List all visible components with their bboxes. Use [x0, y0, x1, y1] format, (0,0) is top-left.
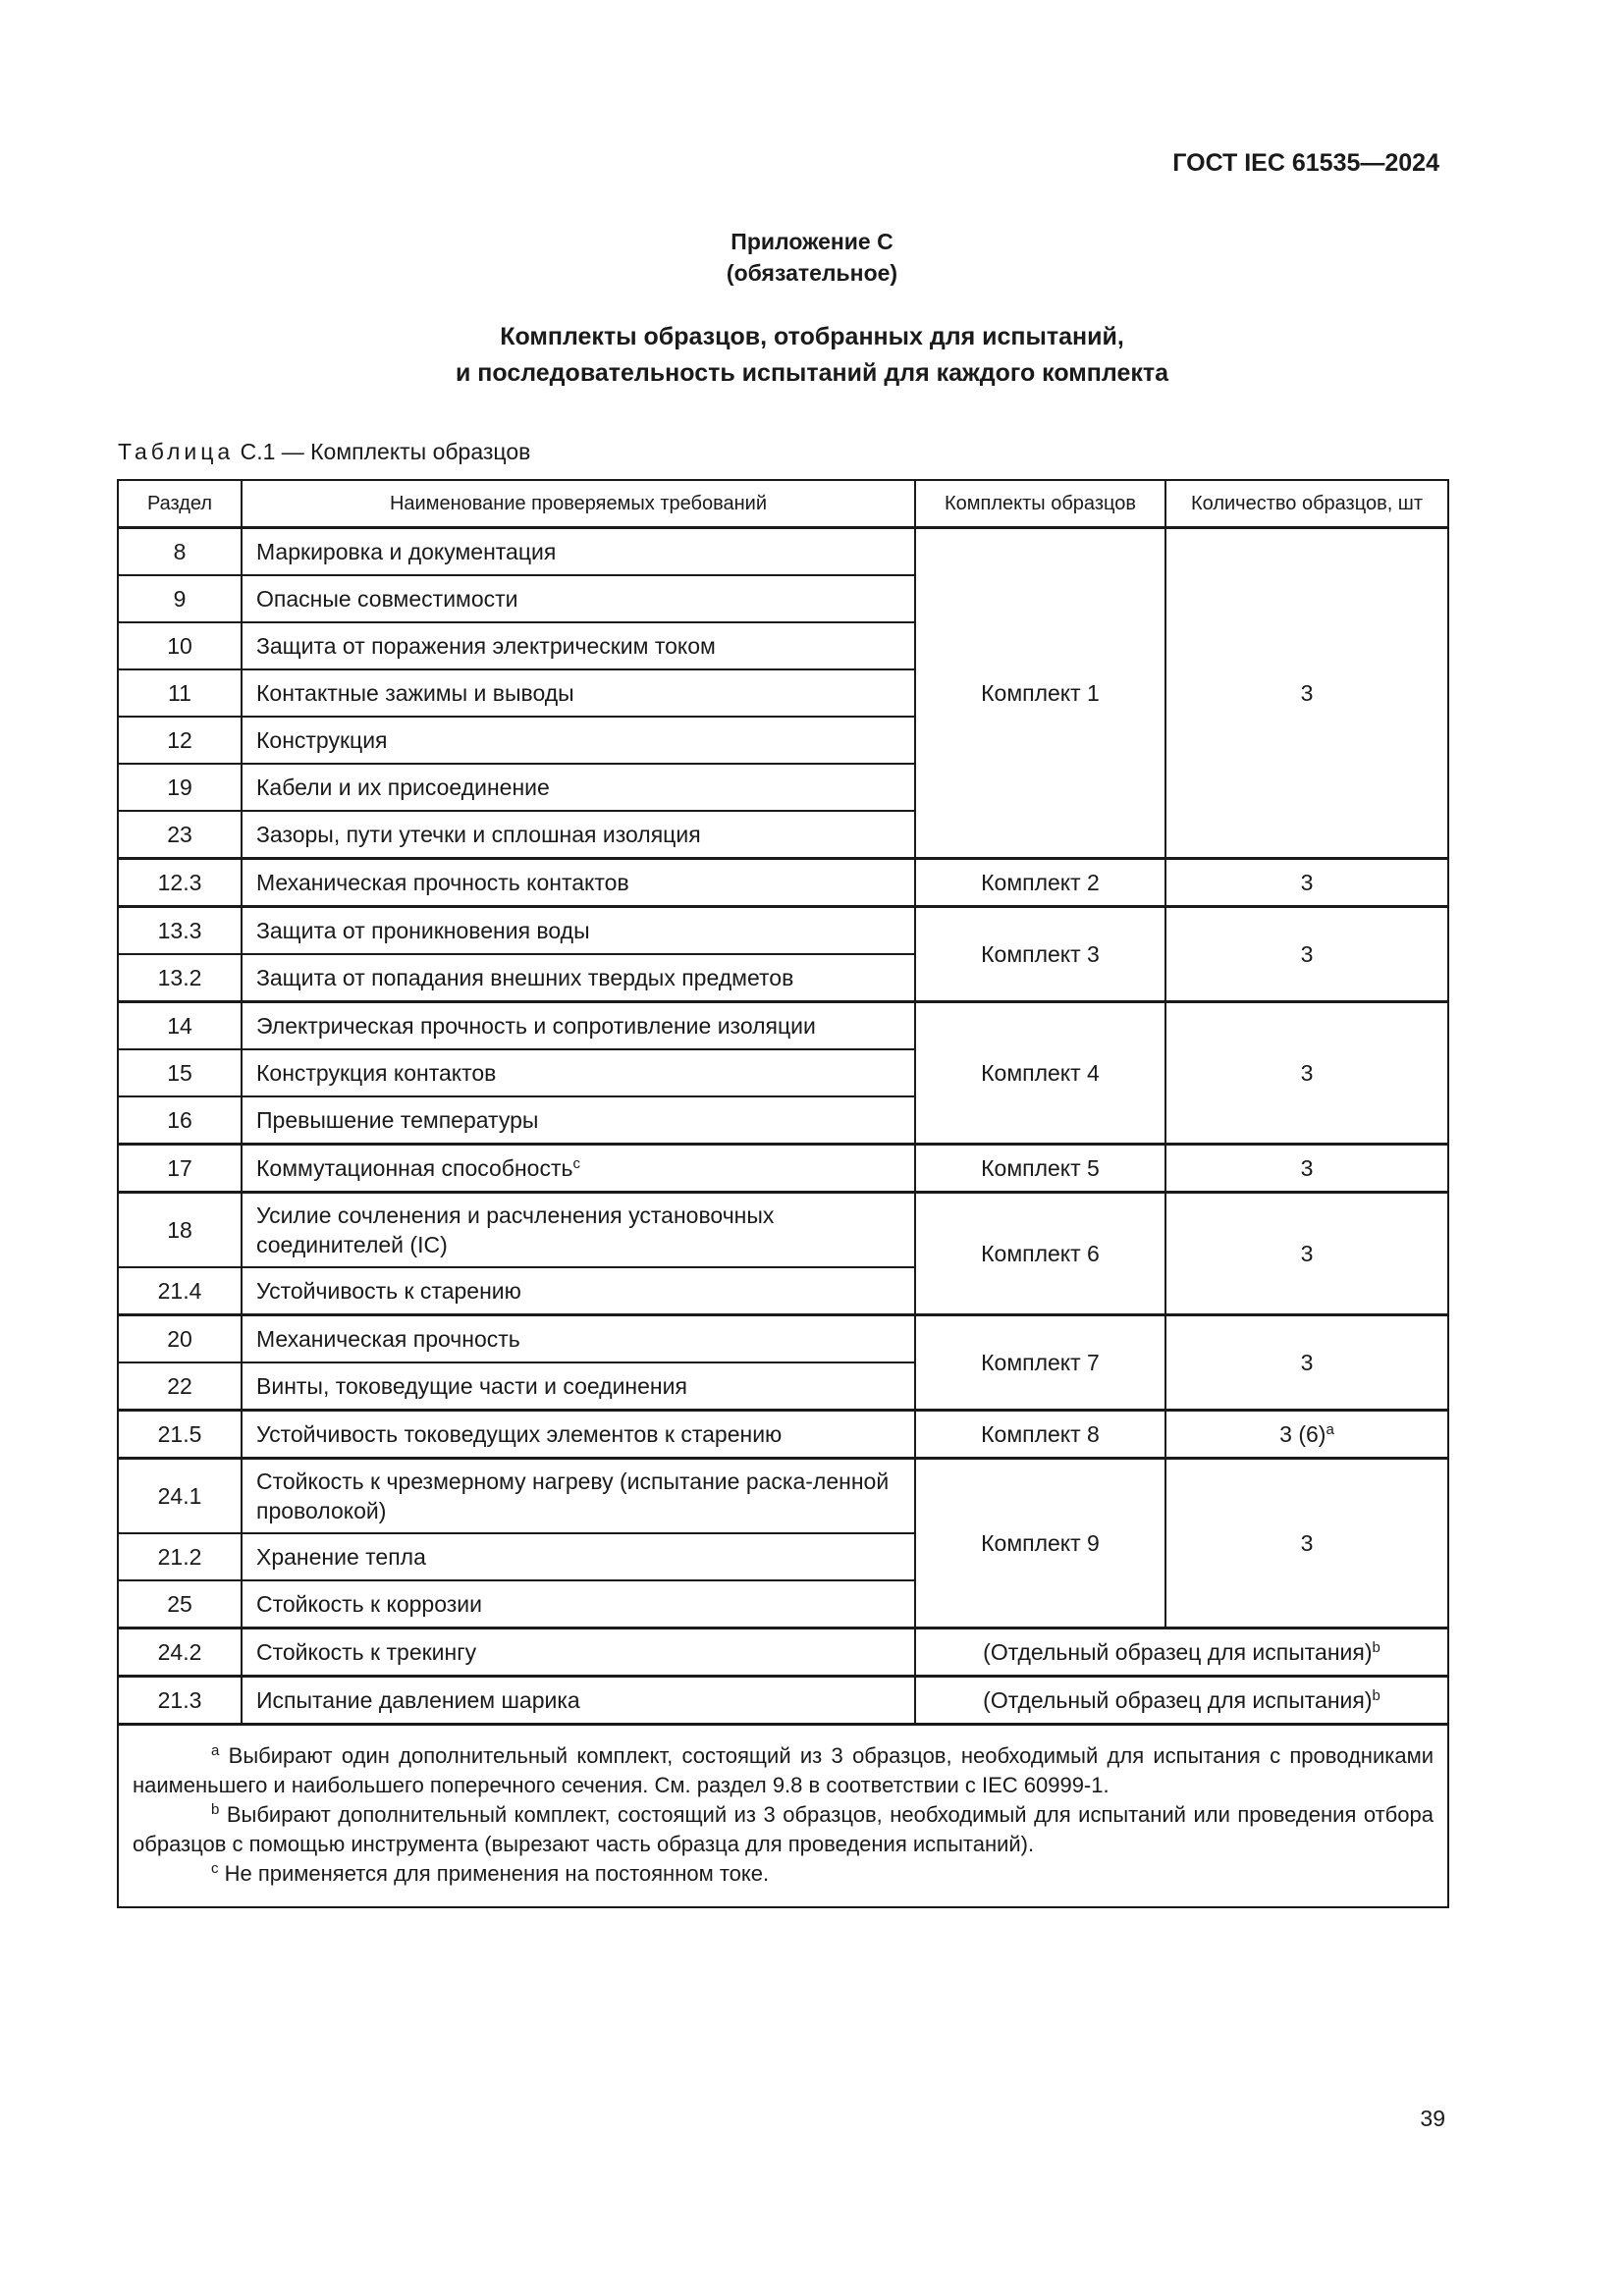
requirement-cell	[242, 1145, 915, 1193]
requirement-cell: Конструкция контактов	[242, 1049, 915, 1096]
requirement-cell: Опасные совместимости	[242, 575, 915, 622]
section-cell: 12	[118, 717, 242, 764]
requirement-cell: Хранение тепла	[242, 1533, 915, 1580]
footnote-mark: c	[211, 1860, 219, 1877]
requirement-cell: Усилие сочленения и расчленения установочных соединителей (IC)	[242, 1193, 915, 1268]
table-row	[118, 859, 1448, 907]
requirement-cell: Стойкость к чрезмерному нагреву (испытание раска-ленной проволокой)	[242, 1459, 915, 1534]
table-row	[118, 1677, 1448, 1725]
requirement-cell: Защита от проникновения воды	[242, 907, 915, 955]
page-number: 39	[1420, 2106, 1445, 2131]
requirement-cell: Устойчивость токоведущих элементов к старению	[242, 1411, 915, 1459]
section-cell: 24.2	[118, 1629, 242, 1677]
set-cell: Комплект 9	[915, 1459, 1165, 1629]
requirement-cell: Превышение температуры	[242, 1096, 915, 1145]
section-cell: 12.3	[118, 859, 242, 907]
footnote-text: Выбирают один дополнительный комплект, состоящий из 3 образцов, необходимый для испытания с проводниками наименьшего и наибольшего поперечного сечения. См. раздел 9.8 в соответствии с IEC 60999-1.	[133, 1743, 1434, 1797]
requirement-cell: Контактные зажимы и выводы	[242, 669, 915, 717]
annex-heading	[0, 226, 1624, 289]
footnote-ref: c	[572, 1154, 580, 1172]
header-section: Раздел	[118, 480, 242, 528]
section-cell: 18	[118, 1193, 242, 1268]
table-row	[118, 1315, 1448, 1363]
requirement-cell: Кабели и их присоединение	[242, 764, 915, 811]
annex-title	[0, 319, 1624, 392]
table-row	[118, 1193, 1448, 1268]
annex-name: Приложение С	[731, 229, 893, 254]
set-cell: Комплект 5	[915, 1145, 1165, 1193]
set-cell: Комплект 3	[915, 907, 1165, 1002]
table-row	[118, 1459, 1448, 1534]
requirement-cell: Механическая прочность контактов	[242, 859, 915, 907]
requirement-cell: Винты, токоведущие части и соединения	[242, 1362, 915, 1411]
qty-cell: 3	[1165, 1193, 1448, 1315]
requirement-cell: Механическая прочность	[242, 1315, 915, 1363]
requirement-text: Коммутационная способность	[256, 1154, 573, 1181]
qty-cell: 3	[1165, 1459, 1448, 1629]
section-cell: 16	[118, 1096, 242, 1145]
section-cell: 13.3	[118, 907, 242, 955]
section-cell: 11	[118, 669, 242, 717]
separate-sample-cell	[915, 1677, 1448, 1725]
section-cell: 9	[118, 575, 242, 622]
table-caption-text: С.1 — Комплекты образцов	[240, 439, 531, 464]
separate-sample-text: (Отдельный образец для испытания)	[983, 1686, 1373, 1713]
set-cell: Комплект 7	[915, 1315, 1165, 1411]
section-cell: 14	[118, 1002, 242, 1050]
qty-text: 3 (6)	[1279, 1420, 1326, 1447]
document-id: ГОСТ IEC 61535—2024	[1172, 149, 1439, 177]
header-name: Наименование проверяемых требований	[242, 480, 915, 528]
table-row	[118, 907, 1448, 955]
section-cell: 15	[118, 1049, 242, 1096]
footnote-text: Выбирают дополнительный комплект, состоящий из 3 образцов, необходимый для испытаний или проведения отбора образцов с помощью инструмента (вырезают часть образца для проведения испытаний).	[133, 1802, 1434, 1856]
requirement-cell: Конструкция	[242, 717, 915, 764]
section-cell: 22	[118, 1362, 242, 1411]
requirement-cell: Маркировка и документация	[242, 528, 915, 576]
section-cell: 21.2	[118, 1533, 242, 1580]
annex-status: (обязательное)	[726, 260, 898, 286]
requirement-cell: Стойкость к трекингу	[242, 1629, 915, 1677]
table-row	[118, 1002, 1448, 1050]
separate-sample-text: (Отдельный образец для испытания)	[983, 1638, 1373, 1665]
header-set: Комплекты образцов	[915, 480, 1165, 528]
header-qty: Количество образцов, шт	[1165, 480, 1448, 528]
title-line-2: и последовательность испытаний для каждого комплекта	[455, 359, 1169, 387]
table-row	[118, 1629, 1448, 1677]
qty-cell: 3	[1165, 859, 1448, 907]
requirement-cell: Защита от поражения электрическим током	[242, 622, 915, 669]
set-cell: Комплект 4	[915, 1002, 1165, 1145]
qty-cell	[1165, 1411, 1448, 1459]
table-footnotes	[118, 1725, 1448, 1908]
footnote-c	[133, 1859, 1434, 1889]
footnote-mark: b	[211, 1801, 220, 1818]
section-cell: 8	[118, 528, 242, 576]
qty-cell: 3	[1165, 907, 1448, 1002]
requirement-cell: Стойкость к коррозии	[242, 1580, 915, 1629]
requirement-cell: Защита от попадания внешних твердых предметов	[242, 954, 915, 1002]
set-cell: Комплект 8	[915, 1411, 1165, 1459]
table-footnotes-row	[118, 1725, 1448, 1908]
section-cell: 21.4	[118, 1267, 242, 1315]
table-row	[118, 1145, 1448, 1193]
qty-cell: 3	[1165, 1002, 1448, 1145]
qty-cell: 3	[1165, 528, 1448, 859]
table-row	[118, 528, 1448, 576]
set-cell: Комплект 2	[915, 859, 1165, 907]
separate-sample-cell	[915, 1629, 1448, 1677]
section-cell: 13.2	[118, 954, 242, 1002]
section-cell: 24.1	[118, 1459, 242, 1534]
section-cell: 25	[118, 1580, 242, 1629]
footnote-a	[133, 1741, 1434, 1800]
footnote-mark: a	[211, 1742, 220, 1759]
section-cell: 19	[118, 764, 242, 811]
footnote-ref: a	[1326, 1420, 1334, 1438]
table-row	[118, 1411, 1448, 1459]
qty-cell: 3	[1165, 1315, 1448, 1411]
section-cell: 21.5	[118, 1411, 242, 1459]
requirement-cell: Испытание давлением шарика	[242, 1677, 915, 1725]
section-cell: 17	[118, 1145, 242, 1193]
qty-cell: 3	[1165, 1145, 1448, 1193]
table-caption-prefix: Таблица	[118, 439, 235, 464]
footnote-text: Не применяется для применения на постоянном токе.	[224, 1861, 770, 1886]
set-cell: Комплект 6	[915, 1193, 1165, 1315]
requirement-cell: Устойчивость к старению	[242, 1267, 915, 1315]
table-header-row	[118, 480, 1448, 528]
title-line-1: Комплекты образцов, отобранных для испытаний,	[500, 323, 1124, 350]
requirement-cell: Зазоры, пути утечки и сплошная изоляция	[242, 811, 915, 859]
section-cell: 20	[118, 1315, 242, 1363]
section-cell: 21.3	[118, 1677, 242, 1725]
footnote-b	[133, 1800, 1434, 1859]
section-cell: 23	[118, 811, 242, 859]
set-cell: Комплект 1	[915, 528, 1165, 859]
footnote-ref: b	[1372, 1638, 1380, 1656]
requirement-cell: Электрическая прочность и сопротивление изоляции	[242, 1002, 915, 1050]
table-caption	[118, 439, 530, 465]
footnote-ref: b	[1372, 1686, 1380, 1704]
section-cell: 10	[118, 622, 242, 669]
samples-table	[117, 479, 1447, 1908]
